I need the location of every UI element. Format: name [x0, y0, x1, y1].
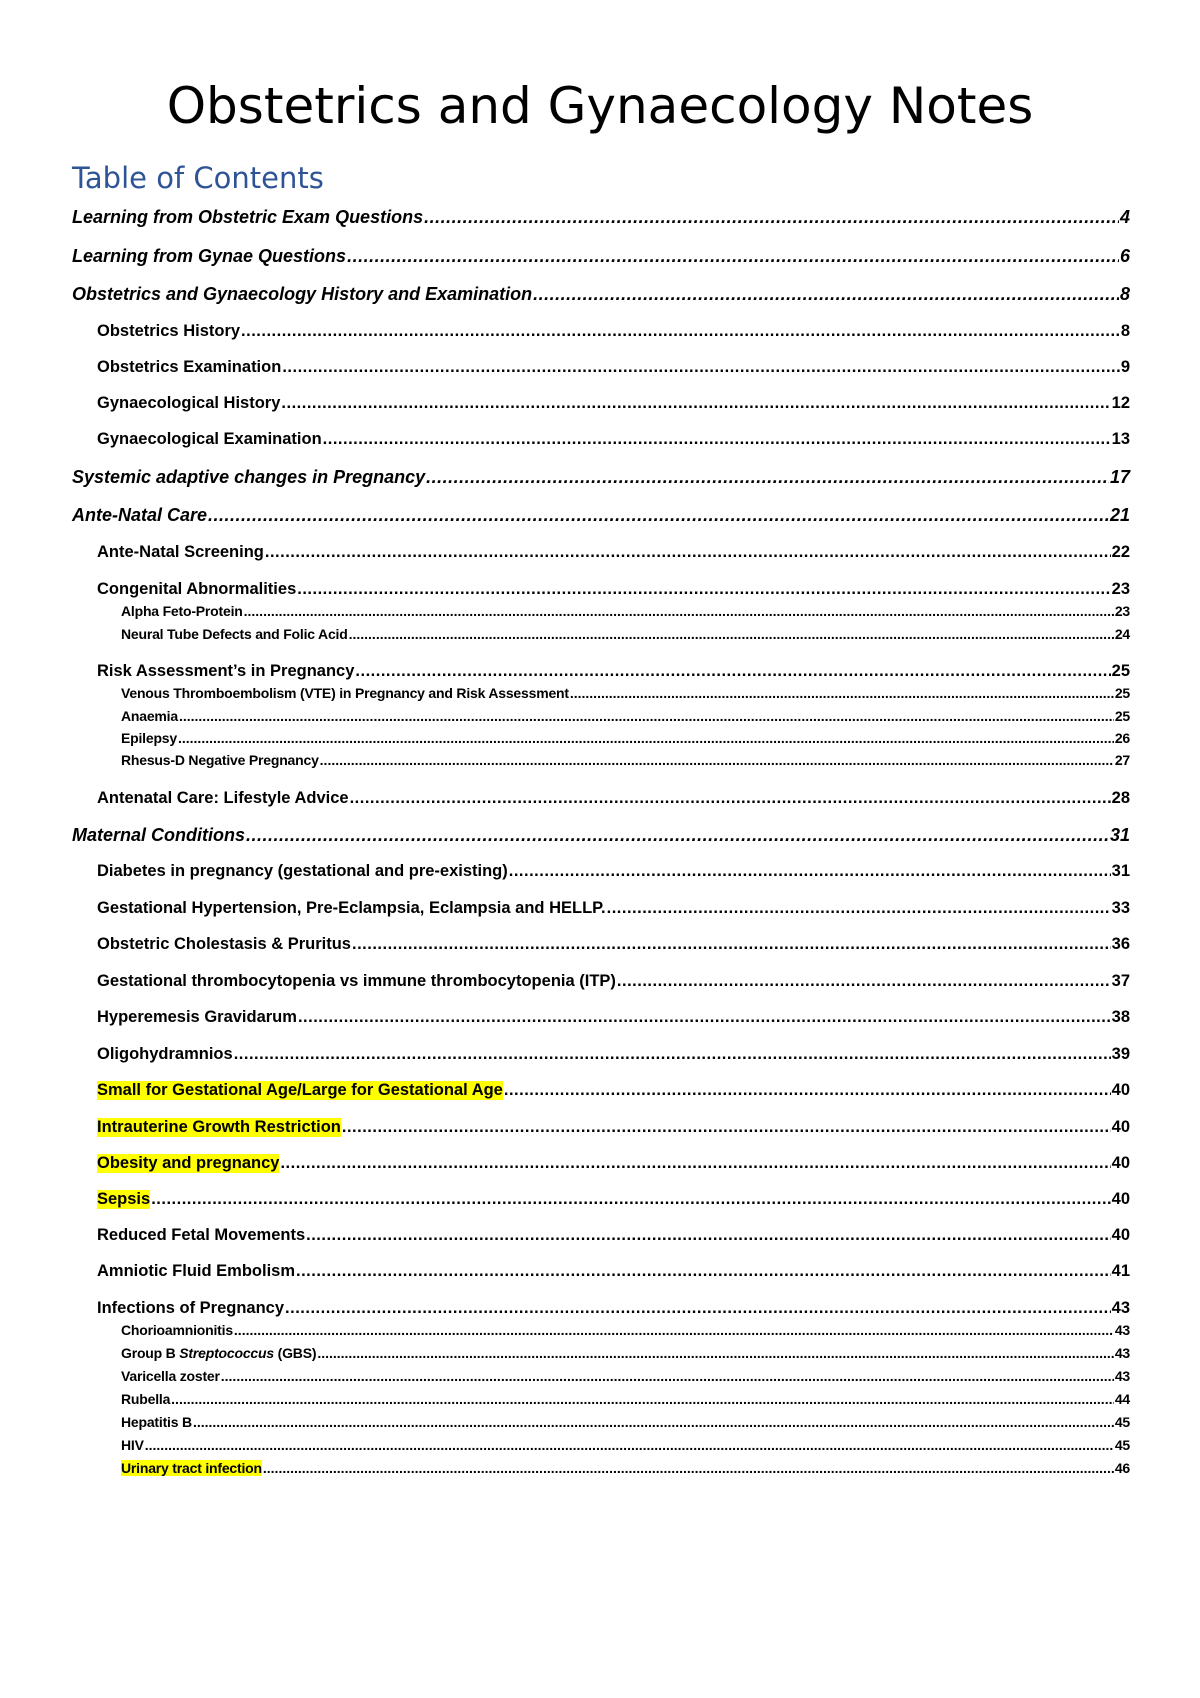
- toc-entry[interactable]: [121, 1368, 1130, 1384]
- toc-entry[interactable]: [121, 752, 1130, 768]
- toc-entry-label[interactable]: Gynaecological Examination: [97, 430, 322, 448]
- toc-dot-leader: [424, 207, 1119, 228]
- toc-dot-leader: [241, 322, 1120, 341]
- toc-dot-leader: [504, 1081, 1111, 1100]
- toc-page-number: 25: [1111, 662, 1130, 680]
- toc-entry[interactable]: [97, 394, 1130, 413]
- toc-entry[interactable]: [121, 1414, 1130, 1430]
- toc-dot-leader: [145, 1437, 1114, 1453]
- toc-entry[interactable]: [97, 899, 1130, 918]
- toc-page-number: 25: [1114, 685, 1130, 701]
- toc-entry-label[interactable]: Obstetrics Examination: [97, 358, 282, 376]
- toc-page-number: 23: [1111, 580, 1130, 598]
- toc-entry-label[interactable]: Chorioamnionitis: [121, 1322, 233, 1338]
- toc-entry-label[interactable]: Amniotic Fluid Embolism: [97, 1262, 296, 1280]
- toc-entry[interactable]: [97, 322, 1130, 341]
- toc-entry-label[interactable]: Epilepsy: [121, 730, 177, 746]
- toc-page-number: 13: [1111, 430, 1130, 448]
- toc-entry[interactable]: [121, 626, 1130, 642]
- toc-entry[interactable]: [97, 1008, 1130, 1027]
- toc-page-number: 28: [1111, 789, 1130, 807]
- toc-entry-label[interactable]: Ante-Natal Care: [72, 505, 208, 525]
- toc-entry[interactable]: [72, 246, 1130, 267]
- toc-entry-label[interactable]: Ante-Natal Screening: [97, 543, 264, 561]
- toc-page-number: 45: [1114, 1437, 1130, 1453]
- toc-entry-label[interactable]: Hyperemesis Gravidarum: [97, 1008, 297, 1026]
- toc-dot-leader: [246, 825, 1109, 846]
- toc-entry-label[interactable]: Gynaecological History: [97, 394, 281, 412]
- toc-entry-label[interactable]: Rubella: [121, 1391, 171, 1407]
- toc-dot-leader: [178, 730, 1114, 746]
- toc-dot-leader: [281, 394, 1110, 413]
- toc-entry[interactable]: [121, 685, 1130, 701]
- toc-entry[interactable]: [97, 358, 1130, 377]
- toc-entry[interactable]: [121, 1322, 1130, 1338]
- toc-dot-leader: [171, 1391, 1114, 1407]
- toc-entry-label[interactable]: Obstetrics History: [97, 322, 241, 340]
- toc-page-number: 46: [1114, 1460, 1130, 1476]
- toc-entry[interactable]: [97, 662, 1130, 681]
- toc-dot-leader: [350, 789, 1111, 808]
- toc-entry[interactable]: [97, 862, 1130, 881]
- toc-dot-leader: [347, 246, 1119, 267]
- toc-page-number: 43: [1111, 1299, 1130, 1317]
- toc-entry-label[interactable]: Systemic adaptive changes in Pregnancy: [72, 467, 426, 487]
- toc-dot-leader: [151, 1190, 1110, 1209]
- toc-entry-label[interactable]: Gestational thrombocytopenia vs immune thrombocytopenia (ITP): [97, 972, 616, 990]
- toc-page-number: 27: [1114, 752, 1130, 768]
- toc-dot-leader: [323, 430, 1111, 449]
- toc-dot-leader: [533, 284, 1119, 305]
- toc-dot-leader: [282, 358, 1120, 377]
- toc-page-number: 23: [1114, 603, 1130, 619]
- toc-dot-leader: [280, 1154, 1110, 1173]
- toc-page-number: 31: [1109, 825, 1130, 845]
- toc-entry-label[interactable]: Obstetric Cholestasis & Pruritus: [97, 935, 351, 953]
- toc-entry-label[interactable]: Learning from Gynae Questions: [72, 246, 347, 266]
- toc-entry-label[interactable]: Intrauterine Growth Restriction: [97, 1118, 341, 1136]
- toc-entry[interactable]: [97, 1299, 1130, 1318]
- toc-entry-label[interactable]: Varicella zoster: [121, 1368, 220, 1384]
- toc-entry[interactable]: [97, 1262, 1130, 1281]
- toc-dot-leader: [426, 467, 1109, 488]
- toc-entry[interactable]: [121, 1345, 1130, 1361]
- toc-entry[interactable]: [121, 1391, 1130, 1407]
- toc-page-number: 41: [1111, 1262, 1130, 1280]
- toc-entry[interactable]: [121, 708, 1130, 724]
- toc-entry-label[interactable]: Alpha Feto-Protein: [121, 603, 243, 619]
- toc-dot-leader: [234, 1045, 1111, 1064]
- toc-dot-leader: [285, 1299, 1111, 1318]
- toc-entry-label[interactable]: Learning from Obstetric Exam Questions: [72, 207, 424, 227]
- toc-dot-leader: [297, 580, 1110, 599]
- toc-entry-label[interactable]: Rhesus-D Negative Pregnancy: [121, 752, 319, 768]
- document-title: Obstetrics and Gynaecology Notes: [166, 77, 1034, 135]
- toc-entry-label[interactable]: Sepsis: [97, 1190, 151, 1208]
- toc-dot-leader: [342, 1118, 1111, 1137]
- toc-entry[interactable]: [72, 505, 1130, 526]
- toc-page-number: 17: [1109, 467, 1130, 487]
- toc-page-number: 37: [1111, 972, 1130, 990]
- toc-entry-label[interactable]: Hepatitis B: [121, 1414, 192, 1430]
- toc-page-number: 43: [1114, 1322, 1130, 1338]
- toc-entry-label[interactable]: Maternal Conditions: [72, 825, 246, 845]
- toc-dot-leader: [298, 1008, 1111, 1027]
- toc-entry[interactable]: [72, 284, 1130, 305]
- toc-page-number: 40: [1111, 1190, 1130, 1208]
- toc-page-number: 8: [1119, 284, 1130, 304]
- toc-dot-leader: [263, 1460, 1114, 1476]
- toc-page-number: 43: [1114, 1345, 1130, 1361]
- toc-entry[interactable]: [121, 603, 1130, 619]
- toc-entry[interactable]: [97, 1081, 1130, 1100]
- toc-entry-label[interactable]: Congenital Abnormalities: [97, 580, 297, 598]
- toc-dot-leader: [221, 1368, 1114, 1384]
- toc-entry-label[interactable]: Reduced Fetal Movements: [97, 1226, 306, 1244]
- toc-page-number: 9: [1120, 358, 1130, 376]
- toc-entry-label[interactable]: HIV: [121, 1437, 144, 1453]
- toc-entry-label[interactable]: Urinary tract infection: [121, 1460, 262, 1476]
- toc-entry-label-part: Group B: [121, 1345, 180, 1361]
- toc-dot-leader: [509, 862, 1111, 881]
- toc-entry[interactable]: [97, 430, 1130, 449]
- toc-entry[interactable]: [97, 1226, 1130, 1245]
- toc-dot-leader: [296, 1262, 1111, 1281]
- toc-entry[interactable]: [97, 1045, 1130, 1064]
- toc-page-number: 24: [1114, 626, 1130, 642]
- toc-page-number: 45: [1114, 1414, 1130, 1430]
- toc-dot-leader: [306, 1226, 1111, 1245]
- toc-page-number: 12: [1111, 394, 1130, 412]
- toc-entry-label[interactable]: Risk Assessment’s in Pregnancy: [97, 662, 355, 680]
- toc-entry-label[interactable]: Obesity and pregnancy: [97, 1154, 280, 1172]
- toc-entry-label[interactable]: Gestational Hypertension, Pre-Eclampsia, Eclampsia and HELLP.: [97, 899, 606, 917]
- toc-entry-label[interactable]: Diabetes in pregnancy (gestational and pre-existing): [97, 862, 508, 880]
- toc-entry[interactable]: [97, 1118, 1130, 1137]
- toc-dot-leader: [607, 899, 1111, 918]
- toc-dot-leader: [234, 1322, 1114, 1338]
- toc-page-number: 36: [1111, 935, 1130, 953]
- toc-dot-leader: [352, 935, 1111, 954]
- toc-entry-label[interactable]: Infections of Pregnancy: [97, 1299, 285, 1317]
- toc-entry[interactable]: [121, 730, 1130, 746]
- toc-page-number: 26: [1114, 730, 1130, 746]
- toc-page-number: 38: [1111, 1008, 1130, 1026]
- toc-entry-label[interactable]: Anaemia: [121, 708, 178, 724]
- toc-entry[interactable]: [121, 1460, 1130, 1476]
- toc-entry[interactable]: [72, 207, 1130, 228]
- toc-dot-leader: [355, 662, 1110, 681]
- toc-heading: Table of Contents: [72, 161, 324, 195]
- toc-entry[interactable]: [97, 1154, 1130, 1173]
- toc-page-number: 33: [1111, 899, 1130, 917]
- toc-dot-leader: [617, 972, 1111, 991]
- toc-page-number: 40: [1111, 1226, 1130, 1244]
- toc-entry[interactable]: [97, 935, 1130, 954]
- toc-page-number: 6: [1119, 246, 1130, 266]
- toc-entry[interactable]: [97, 580, 1130, 599]
- toc-dot-leader: [570, 685, 1114, 701]
- toc-dot-leader: [320, 752, 1114, 768]
- toc-dot-leader: [179, 708, 1114, 724]
- toc-dot-leader: [349, 626, 1114, 642]
- toc-page-number: 40: [1111, 1118, 1130, 1136]
- toc-entry-label-part: Streptococcus: [179, 1345, 274, 1361]
- toc-entry[interactable]: [121, 1437, 1130, 1453]
- toc-page-number: 40: [1111, 1081, 1130, 1099]
- toc-page-number: 22: [1111, 543, 1130, 561]
- toc-page-number: 8: [1120, 322, 1130, 340]
- toc-dot-leader: [265, 543, 1111, 562]
- toc-entry[interactable]: [97, 543, 1130, 562]
- toc-page-number: 44: [1114, 1391, 1130, 1407]
- toc-dot-leader: [244, 603, 1114, 619]
- toc-entry-label[interactable]: Obstetrics and Gynaecology History and Examination: [72, 284, 533, 304]
- toc-entry[interactable]: [97, 789, 1130, 808]
- toc-dot-leader: [317, 1345, 1114, 1361]
- toc-entry-label[interactable]: Oligohydramnios: [97, 1045, 233, 1063]
- toc-page-number: 4: [1119, 207, 1130, 227]
- toc-entry-label[interactable]: Antenatal Care: Lifestyle Advice: [97, 789, 349, 807]
- toc-entry-label[interactable]: Neural Tube Defects and Folic Acid: [121, 626, 348, 642]
- toc-page-number: 31: [1111, 862, 1130, 880]
- toc-page-number: 25: [1114, 708, 1130, 724]
- toc-entry-label[interactable]: [121, 1345, 316, 1361]
- toc-dot-leader: [193, 1414, 1114, 1430]
- toc-entry-label[interactable]: Small for Gestational Age/Large for Gestational Age: [97, 1081, 503, 1099]
- toc-entry[interactable]: [97, 1190, 1130, 1209]
- toc-page-number: 39: [1111, 1045, 1130, 1063]
- toc-entry[interactable]: [72, 467, 1130, 488]
- toc-page-number: 40: [1111, 1154, 1130, 1172]
- toc-page-number: 21: [1109, 505, 1130, 525]
- toc-entry[interactable]: [97, 972, 1130, 991]
- toc-entry-label-part: (GBS): [273, 1345, 317, 1361]
- toc-page-number: 43: [1114, 1368, 1130, 1384]
- toc-entry[interactable]: [72, 825, 1130, 846]
- toc-entry-label[interactable]: Venous Thromboembolism (VTE) in Pregnancy and Risk Assessment: [121, 685, 569, 701]
- toc-dot-leader: [208, 505, 1109, 526]
